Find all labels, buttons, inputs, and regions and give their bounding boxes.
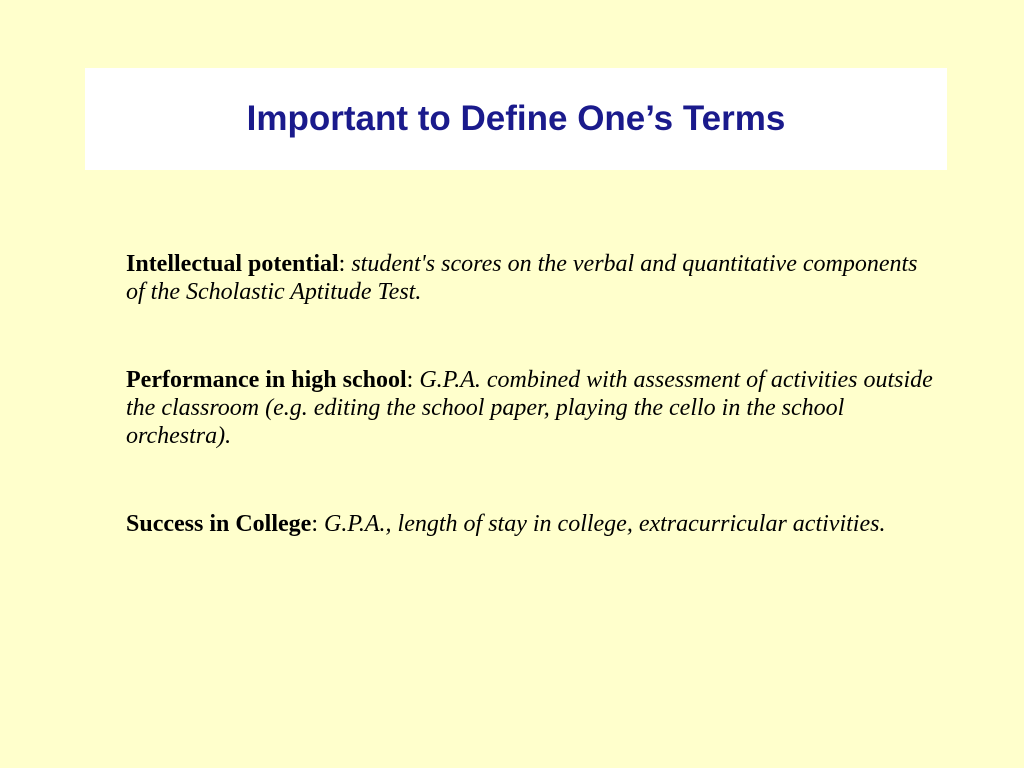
definition-term: Performance in high school xyxy=(126,367,407,393)
definition-success-in-college xyxy=(126,510,936,538)
title-box xyxy=(85,68,947,170)
definition-description: G.P.A. combined with assessment of activities outside the classroom (e.g. editing the school paper, playing the cello in the school orchestra). xyxy=(126,367,933,449)
definition-description: G.P.A., length of stay in college, extracurricular activities. xyxy=(324,511,886,537)
definition-intellectual-potential xyxy=(126,250,936,306)
definition-performance-in-high-school xyxy=(126,366,936,450)
definition-term: Success in College xyxy=(126,511,312,537)
definition-separator: : xyxy=(311,511,324,537)
definition-term: Intellectual potential xyxy=(126,251,339,277)
definition-separator: : xyxy=(406,367,420,393)
slide-title: Important to Define One’s Terms xyxy=(246,99,786,138)
definition-separator: : xyxy=(338,251,352,277)
definition-description: student's scores on the verbal and quantitative components of the Scholastic Aptitude Test. xyxy=(126,251,918,305)
